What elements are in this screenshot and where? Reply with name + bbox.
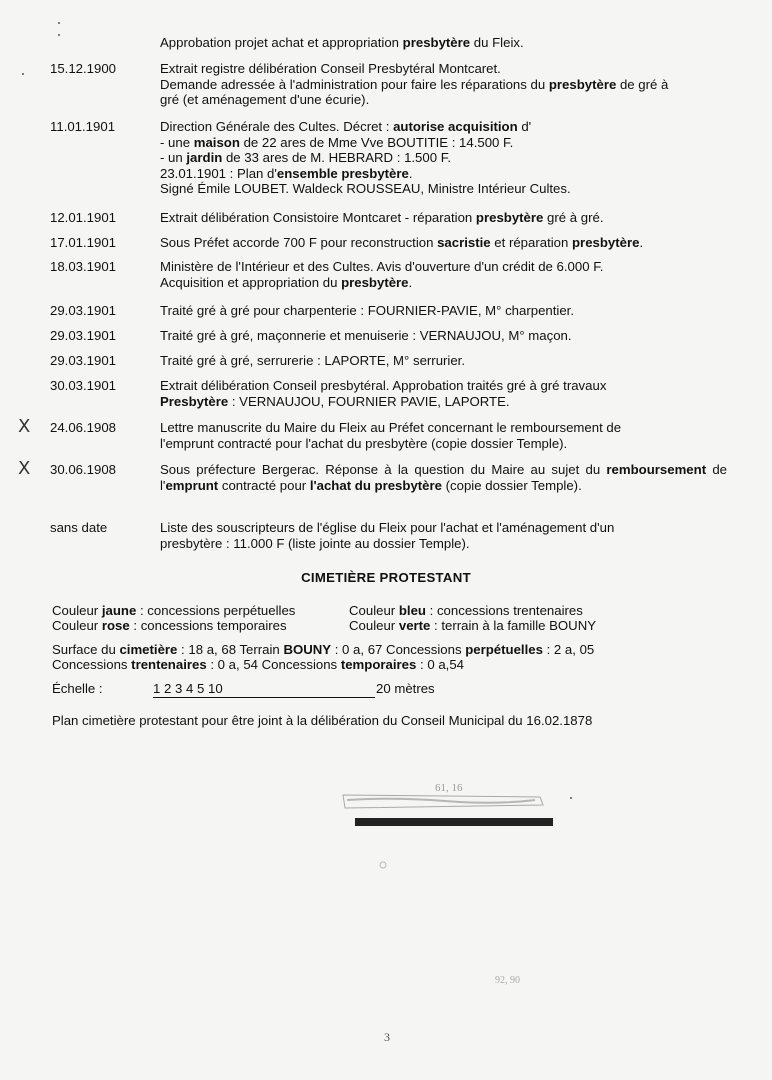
margin-mark: X (18, 416, 31, 437)
entry-date: 18.03.1901 (50, 259, 117, 274)
entry-date: 29.03.1901 (50, 353, 117, 368)
entry-date: 15.12.1900 (50, 61, 117, 76)
entry-date: 12.01.1901 (50, 210, 117, 225)
entry-date: 17.01.1901 (50, 235, 117, 250)
entry-description: Extrait délibération Conseil presbytéral. Approbation traités gré à gré travaux Presbytère : VERNAUJOU, FOURNIER PAVIE, LAPORTE. (160, 378, 607, 409)
entry-description: Extrait registre délibération Conseil Presbytéral Montcaret. Demande adressée à l'administration pour faire les réparations du presbytère de gré à gré (et aménagement d'une écurie). (160, 61, 669, 108)
scale-label: Échelle : (52, 681, 103, 696)
margin-mark: X (18, 458, 31, 479)
entry-description: Sous Préfet accorde 700 F pour reconstruction sacristie et réparation presbytère. (160, 235, 644, 250)
legend-jaune: Couleur jaune : concessions perpétuelles (52, 603, 296, 618)
surface-line-2: Concessions trentenaires : 0 a, 54 Concessions temporaires : 0 a,54 (52, 657, 464, 672)
entry-date: 30.03.1901 (50, 378, 117, 393)
entry-date: 30.06.1908 (50, 462, 117, 477)
archive-stamp (295, 775, 585, 995)
stamp-text: 61, 16 (435, 782, 463, 794)
scale-numbers: 1 2 3 4 5 10 (153, 681, 375, 698)
entry-description: Liste des souscripteurs de l'église du Fleix pour l'achat et l'aménagement d'un presbytère : 11.000 F (liste jointe au dossier Temple). (160, 520, 615, 551)
section-title: CIMETIÈRE PROTESTANT (301, 570, 471, 585)
entry-date: 29.03.1901 (50, 303, 117, 318)
legend-verte: Couleur verte : terrain à la famille BOUNY (349, 618, 597, 633)
entry-description: Approbation projet achat et appropriation presbytère du Fleix. (160, 35, 524, 50)
entry-description: Ministère de l'Intérieur et des Cultes. Avis d'ouverture d'un crédit de 6.000 F. Acquisition et appropriation du presbytère. (160, 259, 604, 290)
entry-description: Direction Générale des Cultes. Décret : autorise acquisition d' - une maison de 22 ares de Mme Vve BOUTITIE : 14.500 F. - un jardin de 33 ares de M. HEBRARD : 1.500 F. 23.01.1901 : Plan d'ensemble presbytère. Signé Émile LOUBET. Waldeck ROUSSEAU, Ministre Intérieur Cultes. (160, 119, 571, 197)
entry-date: 29.03.1901 (50, 328, 117, 343)
entry-description: Sous préfecture Bergerac. Réponse à la question du Maire au sujet du remboursement de l'emprunt contracté pour l'achat du presbytère (copie dossier Temple). (160, 462, 727, 493)
entry-date: 24.06.1908 (50, 420, 117, 435)
entry-description: Lettre manuscrite du Maire du Fleix au Préfet concernant le remboursement de l'emprunt contracté pour l'achat du presbytère (copie dossier Temple). (160, 420, 622, 451)
plan-note: Plan cimetière protestant pour être joint à la délibération du Conseil Municipal du 16.02.1878 (52, 713, 593, 728)
scale-end: 20 mètres (376, 681, 435, 696)
entry-description: Extrait délibération Consistoire Montcaret - réparation presbytère gré à gré. (160, 210, 604, 225)
entry-date: sans date (50, 520, 108, 535)
stamp-bottom: 92, 90 (495, 975, 520, 986)
entry-description: Traité gré à gré, maçonnerie et menuiserie : VERNAUJOU, M° maçon. (160, 328, 572, 343)
surface-line-1: Surface du cimetière : 18 a, 68 Terrain BOUNY : 0 a, 67 Concessions perpétuelles : 2 a, 05 (52, 642, 595, 657)
legend-rose: Couleur rose : concessions temporaires (52, 618, 287, 633)
entry-description: Traité gré à gré pour charpenterie : FOURNIER-PAVIE, M° charpentier. (160, 303, 574, 318)
page-number: 3 (384, 1030, 390, 1044)
entry-description: Traité gré à gré, serrurerie : LAPORTE, M° serrurier. (160, 353, 466, 368)
legend-bleu: Couleur bleu : concessions trentenaires (349, 603, 583, 618)
entry-date: 11.01.1901 (50, 119, 116, 134)
